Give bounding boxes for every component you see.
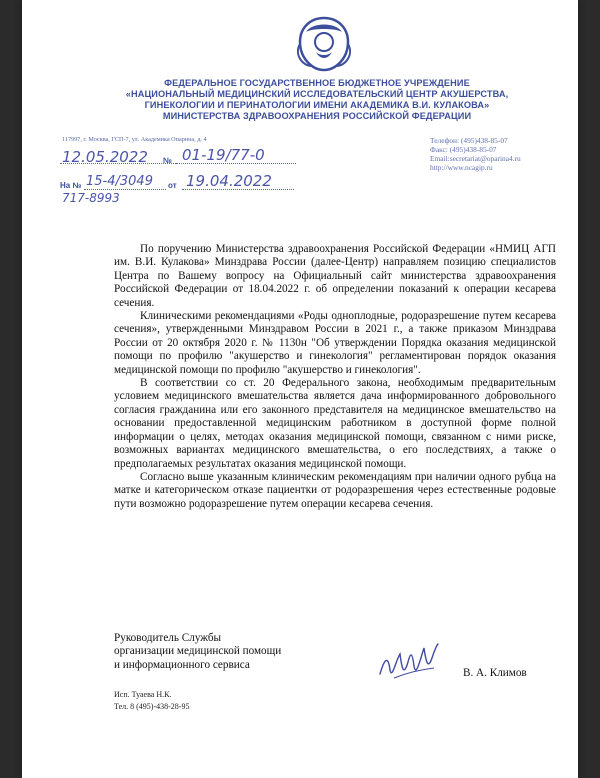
letter-body bbox=[114, 243, 556, 511]
signatory-name: В. А. Климов bbox=[463, 667, 527, 679]
executor-phone: Тел. 8 (495)-438-28-95 bbox=[114, 702, 190, 711]
handwritten-signature bbox=[374, 640, 444, 686]
contact-email: Email:secretariat@oparina4.ru bbox=[430, 154, 521, 163]
signatory-position bbox=[114, 632, 281, 672]
contact-phone: Телефон: (495)438-85-07 bbox=[430, 136, 508, 145]
in-reply-date: 19.04.2022 bbox=[186, 172, 272, 190]
letter-date: 12.05.2022 bbox=[62, 148, 148, 166]
header-line-4: МИНИСТЕРСТВА ЗДРАВООХРАНЕНИЯ РОССИЙСКОЙ ФЕДЕРАЦИИ bbox=[162, 111, 472, 121]
number-label: № bbox=[163, 156, 172, 165]
executor-block bbox=[114, 689, 189, 713]
position-line-2: организации медицинской помощи bbox=[114, 645, 282, 658]
letter-number: 01-19/77-0 bbox=[182, 146, 265, 164]
header-line-3: ГИНЕКОЛОГИИ И ПЕРИНАТОЛОГИИ ИМЕНИ АКАДЕМИКА В.И. КУЛАКОВА» bbox=[144, 100, 490, 110]
executor-name: Исп. Туаева Н.К. bbox=[114, 690, 172, 699]
paragraph-2: Клиническими рекомендациями «Роды одноплодные, родоразрешение путем кесарева сечения», утвержденными Минздравом России в 2021 г., а также приказом Минздрава России от 20 октября 2020 г. № 1130н "Об утверждении Порядка оказания медицинской помощи по профилю "акушерство и гинекология" регламентирован порядок оказания медицинской помощи по профилю "акушерство и гинекология". bbox=[114, 310, 556, 376]
paragraph-1: По поручению Министерства здравоохранения Российской Федерации «НМИЦ АГП им. В.И. Кулакова» Минздрава России (далее-Центр) направляем позицию специалистов Центра по Вашему вопросу на Официальный сайт министерства здравоохранения Российской Федерации от 18.04.2022 г. об определении показаний к операции кесарева сечения. bbox=[114, 243, 556, 309]
header-line-1: ФЕДЕРАЛЬНОЕ ГОСУДАРСТВЕННОЕ БЮДЖЕТНОЕ УЧРЕЖДЕНИЕ bbox=[164, 78, 470, 88]
position-line-3: и информационного сервиса bbox=[114, 658, 250, 671]
contact-fax: Факс: (495)438-85-07 bbox=[430, 145, 497, 154]
institution-header bbox=[82, 78, 552, 122]
center-logo-icon bbox=[292, 14, 356, 74]
paragraph-4: Согласно выше указанным клиническим рекомендациям при наличии одного рубца на матке и категорическом отказе пациентки от родоразрешения через естественные родовые пути возможно родоразрешение путем операции кесарева сечения. bbox=[114, 470, 556, 510]
contact-site: http://www.ncagip.ru bbox=[430, 163, 493, 172]
contacts-block bbox=[430, 136, 521, 172]
paragraph-3: В соответствии со ст. 20 Федерального закона, необходимым предварительным условием медицинского вмешательства является дача информированного добровольного согласия гражданина или его законного представителя на медицинское вмешательство на основании предоставленной медицинским работником в доступной форме полной информации о целях, методах оказания медицинской помощи, связанном с ними риске, возможных вариантах медицинского вмешательства, о его последствиях, а также о предполагаемых результатах оказания медицинской помощи. bbox=[114, 377, 556, 470]
in-reply-line bbox=[84, 189, 166, 190]
in-reply-number: 15-4/3049 bbox=[86, 174, 153, 189]
from-label: от bbox=[168, 181, 177, 190]
in-reply-label: На № bbox=[60, 181, 82, 190]
postal-address: 117997, г. Москва, ГСП-7, ул. Академика Опарина, д. 4 bbox=[62, 136, 207, 143]
position-line-1: Руководитель Службы bbox=[114, 632, 222, 644]
header-line-2: «НАЦИОНАЛЬНЫЙ МЕДИЦИНСКИЙ ИССЛЕДОВАТЕЛЬСКИЙ ЦЕНТР АКУШЕРСТВА, bbox=[125, 89, 509, 99]
extra-number: 717-8993 bbox=[62, 191, 120, 205]
letter-page bbox=[22, 0, 578, 778]
